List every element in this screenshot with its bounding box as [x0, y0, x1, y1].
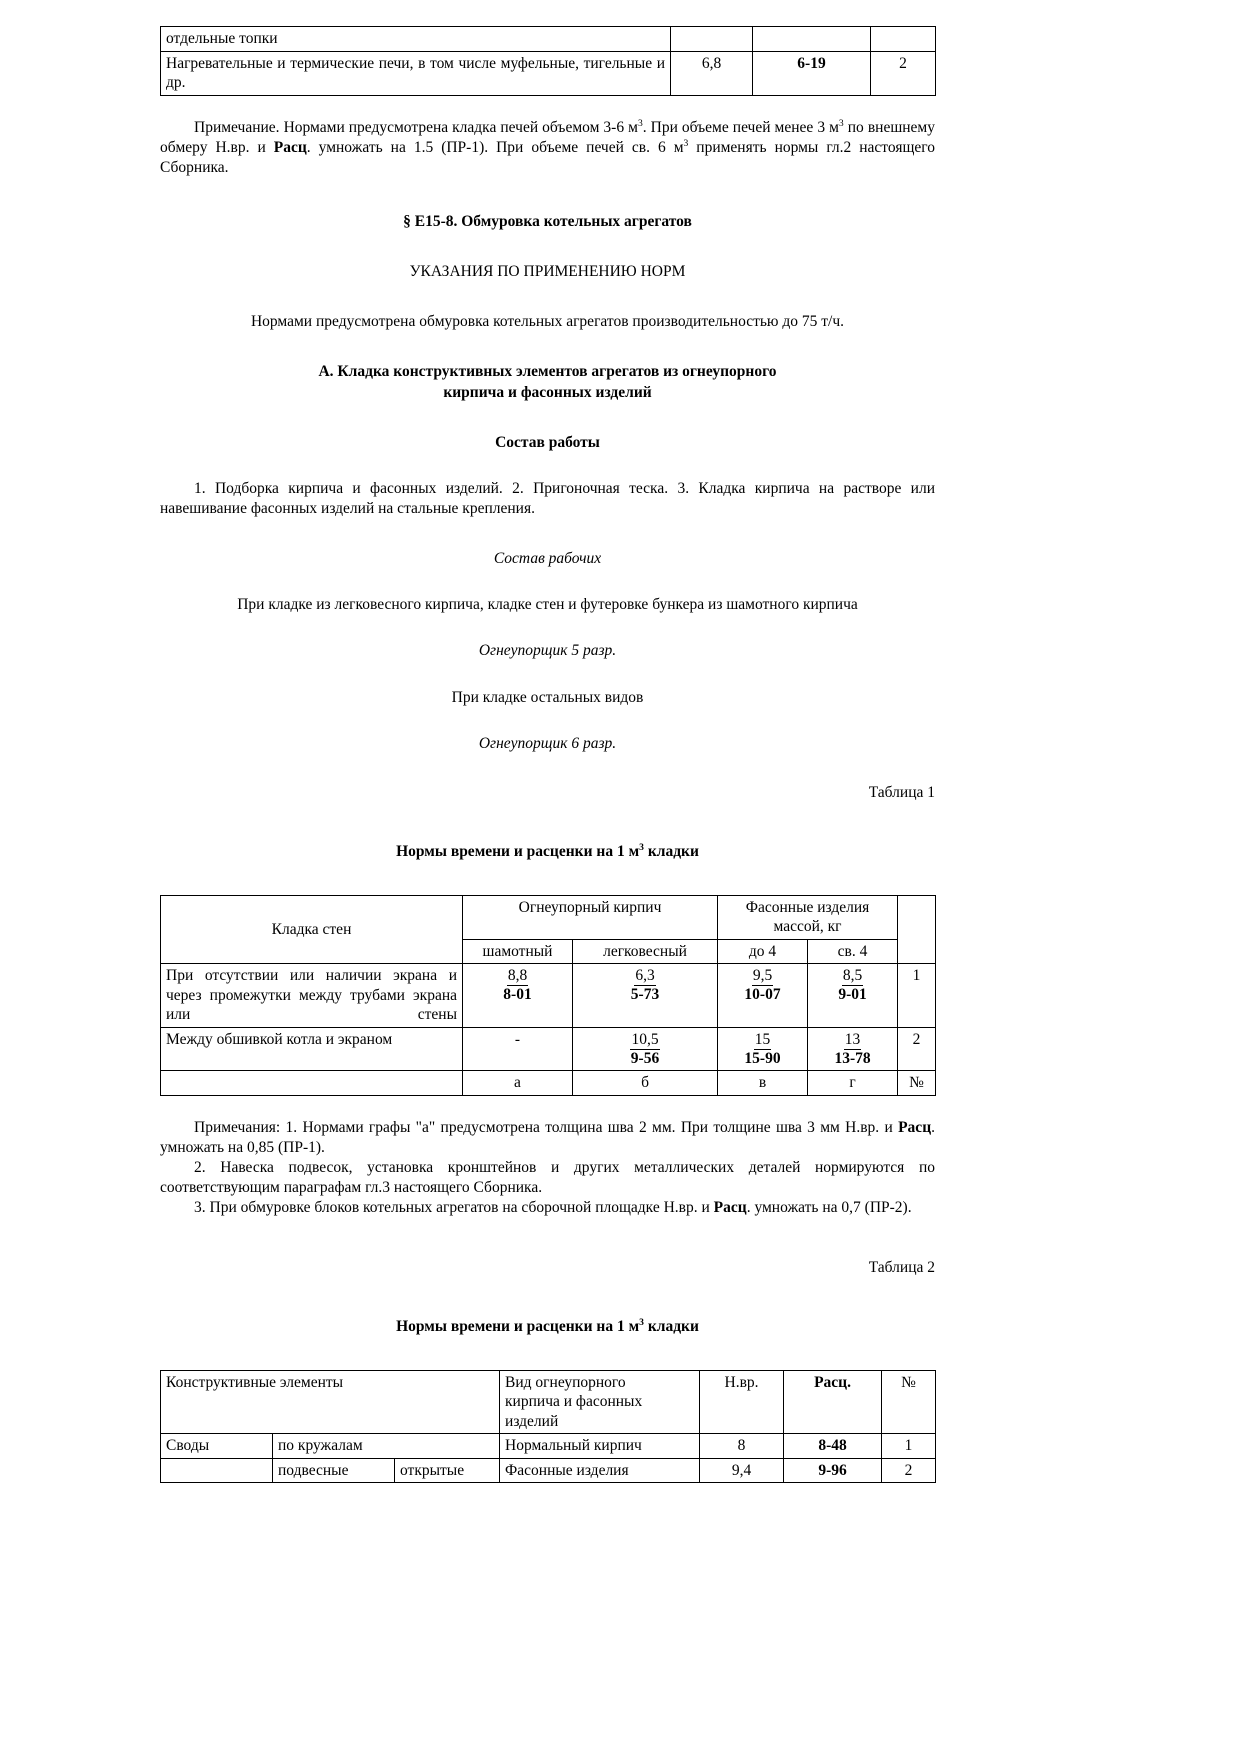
- table1-row-name: Между обшивкой котла и экраном: [161, 1027, 463, 1070]
- table1-cell-sv4: [808, 964, 898, 1028]
- workers-case-2: При кладке остальных видов: [451, 688, 644, 706]
- table1-cell-light: [573, 964, 718, 1028]
- table1-footer-v: в: [718, 1071, 808, 1096]
- table1-footer-col1: [161, 1071, 463, 1096]
- cubic-meter-sup: 3: [637, 117, 643, 129]
- table1-note-3: [160, 1198, 935, 1218]
- table1-header-group-brick: Огнеупорный кирпич: [463, 895, 718, 939]
- table-row: [161, 51, 936, 95]
- table-row: [161, 1458, 936, 1483]
- table1-footer-g: г: [808, 1071, 898, 1096]
- table2-title: [160, 1318, 935, 1336]
- rasc-bold: Расц: [273, 138, 307, 156]
- workers-rank-2: Огнеупорщик 6 разр.: [478, 734, 617, 752]
- note1-text-b: . умножать на 0,85 (ПР-1).: [160, 1118, 935, 1156]
- table2-header-col2: [500, 1370, 700, 1434]
- norm-value: 8,8: [507, 967, 528, 985]
- table1-header-blank: [898, 895, 936, 964]
- table2-row-kind: Нормальный кирпич: [500, 1434, 700, 1459]
- note3-text-a: 3. При обмуровке блоков котельных агрегатов на сборочной площадке Н.вр. и: [194, 1199, 714, 1217]
- row-nvr: 6,8: [671, 51, 753, 95]
- note-text-e: применять нормы гл.2 настоящего Сборника.: [160, 138, 935, 176]
- norm-value: 10,5: [631, 1030, 659, 1048]
- document-page: [160, 0, 935, 1483]
- table1-cell-shamot: [463, 964, 573, 1028]
- rate-value: 13-78: [834, 1049, 871, 1067]
- rasc-bold: Расц: [713, 1199, 747, 1217]
- group-shaped-line2: массой, кг: [773, 918, 842, 936]
- table1-subheader-do4: до 4: [718, 939, 808, 964]
- usage-text: Нормами предусмотрена обмуровка котельных агрегатов производительностью до 75 т/ч.: [250, 313, 845, 331]
- row-rasc: 6-19: [753, 51, 871, 95]
- table2: [160, 1370, 936, 1484]
- top-table-note: [160, 118, 935, 178]
- table2-title-a: Нормы времени и расценки на 1 м: [396, 1318, 640, 1336]
- top-continuation-table: [160, 26, 936, 96]
- table2-row-nvr: 8: [700, 1434, 784, 1459]
- note-text-d: . умножать на 1.5 (ПР-1). При объеме печей св. 6 м: [306, 138, 684, 156]
- rate-value: 8-01: [503, 986, 532, 1004]
- table-row: [161, 27, 936, 52]
- cubic-meter-sup: 3: [683, 137, 689, 149]
- workers-rank-1: Огнеупорщик 5 разр.: [478, 642, 617, 660]
- table1-cell-shamot: -: [463, 1027, 573, 1070]
- table2-header-nvr: Н.вр.: [700, 1370, 784, 1434]
- table2-row-no: 1: [882, 1434, 936, 1459]
- rate-value: 9-01: [838, 986, 867, 1004]
- table1-cell-do4: [718, 964, 808, 1028]
- note3-text-b: . умножать на 0,7 (ПР-2).: [746, 1199, 912, 1217]
- norm-value: 15: [754, 1030, 771, 1048]
- table1-header-group-shaped: [718, 895, 898, 939]
- section-a-title-line1: А. Кладка конструктивных элементов агрегатов из огнеупорного: [318, 363, 777, 381]
- table2-title-b: кладки: [643, 1318, 699, 1336]
- row-name: Нагревательные и термические печи, в том числе муфельные, тигельные и др.: [161, 51, 671, 95]
- table1: [160, 895, 936, 1096]
- rate-value: 9-56: [630, 1049, 660, 1067]
- usage-title: УКАЗАНИЯ ПО ПРИМЕНЕНИЮ НОРМ: [409, 263, 686, 281]
- group-shaped-line1: Фасонные изделия: [745, 898, 870, 916]
- cubic-meter-sup: 3: [838, 117, 844, 129]
- table1-title: [160, 843, 935, 861]
- table-row: [161, 964, 936, 1028]
- row-no: [871, 27, 936, 52]
- paragraph-title: § Е15-8. Обмуровка котельных агрегатов: [403, 212, 692, 230]
- col2-line3: изделий: [505, 1412, 559, 1430]
- table1-title-a: Нормы времени и расценки на 1 м: [396, 843, 640, 861]
- table-row: [161, 1434, 936, 1459]
- table1-caption: Таблица 1: [868, 783, 935, 801]
- row-nvr: [671, 27, 753, 52]
- table1-note-1: [160, 1118, 935, 1158]
- table2-row-nvr: 9,4: [700, 1458, 784, 1483]
- table1-cell-sv4: [808, 1027, 898, 1070]
- table2-header-no: №: [882, 1370, 936, 1434]
- note-text-a: Примечание. Нормами предусмотрена кладка печей объемом 3-6 м: [194, 118, 638, 136]
- table1-note-2: 2. Навеска подвесок, установка кронштейнов и других металлических деталей нормируются по соответствующим параграфам гл.3 настоящего Сборника.: [160, 1159, 935, 1197]
- note-text-b: . При объеме печей менее 3 м: [642, 118, 839, 136]
- table2-row-no: 2: [882, 1458, 936, 1483]
- table2-row-element: Своды: [161, 1434, 273, 1459]
- col2-line1: Вид огнеупорного: [505, 1373, 626, 1391]
- table1-cell-do4: [718, 1027, 808, 1070]
- section-a-title-line2: кирпича и фасонных изделий: [443, 383, 652, 401]
- work-composition-title: Состав работы: [495, 433, 600, 451]
- row-no: 2: [871, 51, 936, 95]
- row-rasc: [753, 27, 871, 52]
- workers-title: Состав рабочих: [493, 550, 602, 568]
- table1-footer-row: [161, 1071, 936, 1096]
- table2-row-subtype: по кружалам: [273, 1434, 500, 1459]
- table2-row-subtype2: открытые: [395, 1458, 500, 1483]
- note1-text-a: Примечания: 1. Нормами графы "а" предусмотрена толщина шва 2 мм. При толщине шва 3 мм Н.вр. и: [194, 1118, 899, 1136]
- rate-value: 5-73: [630, 986, 660, 1004]
- table2-caption: Таблица 2: [868, 1258, 935, 1276]
- rate-value: 15-90: [744, 1049, 781, 1067]
- table1-row-name: При отсутствии или наличии экрана и через промежутки между трубами экрана или стены: [161, 964, 463, 1028]
- table1-header-row-1: [161, 895, 936, 939]
- table1-footer-no: №: [898, 1071, 936, 1096]
- table2-row-subtype: подвесные: [273, 1458, 395, 1483]
- note-text-c: по внешнему обмеру Н.вр. и: [160, 118, 935, 156]
- work-composition-text: 1. Подборка кирпича и фасонных изделий. 2. Пригоночная теска. 3. Кладка кирпича на растворе или навешивание фасонных изделий на стальные крепления.: [160, 479, 935, 517]
- norm-value: 13: [844, 1030, 861, 1048]
- table1-row-no: 1: [898, 964, 936, 1028]
- table2-row-element: [161, 1458, 273, 1483]
- table1-footer-b: б: [573, 1071, 718, 1096]
- table2-header-rasc: Расц.: [784, 1370, 882, 1434]
- table2-row-rasc: 9-96: [784, 1458, 882, 1483]
- workers-case-1: При кладке из легковесного кирпича, кладке стен и футеровке бункера из шамотного кирпича: [237, 596, 858, 614]
- table1-subheader-shamot: шамотный: [463, 939, 573, 964]
- norm-value: 6,3: [635, 967, 655, 985]
- cubic-meter-sup: 3: [639, 1316, 644, 1328]
- norm-value: 8,5: [842, 967, 863, 985]
- table1-footer-a: а: [463, 1071, 573, 1096]
- rate-value: 10-07: [744, 986, 781, 1004]
- table1-row-no: 2: [898, 1027, 936, 1070]
- table1-header-col1: Кладка стен: [161, 895, 463, 964]
- table1-subheader-sv4: св. 4: [808, 939, 898, 964]
- table1-cell-light: [573, 1027, 718, 1070]
- table-row: [161, 1027, 936, 1070]
- table2-row-kind: Фасонные изделия: [500, 1458, 700, 1483]
- table2-header-row: [161, 1370, 936, 1434]
- norm-value: 9,5: [752, 967, 773, 985]
- table2-row-rasc: 8-48: [784, 1434, 882, 1459]
- row-name: отдельные топки: [161, 27, 671, 52]
- rasc-bold: Расц: [898, 1118, 932, 1136]
- table1-title-b: кладки: [643, 843, 699, 861]
- col2-line2: кирпича и фасонных: [505, 1393, 643, 1411]
- table2-header-col1: Конструктивные элементы: [161, 1370, 500, 1434]
- table1-subheader-light: легковесный: [573, 939, 718, 964]
- cubic-meter-sup: 3: [639, 842, 644, 854]
